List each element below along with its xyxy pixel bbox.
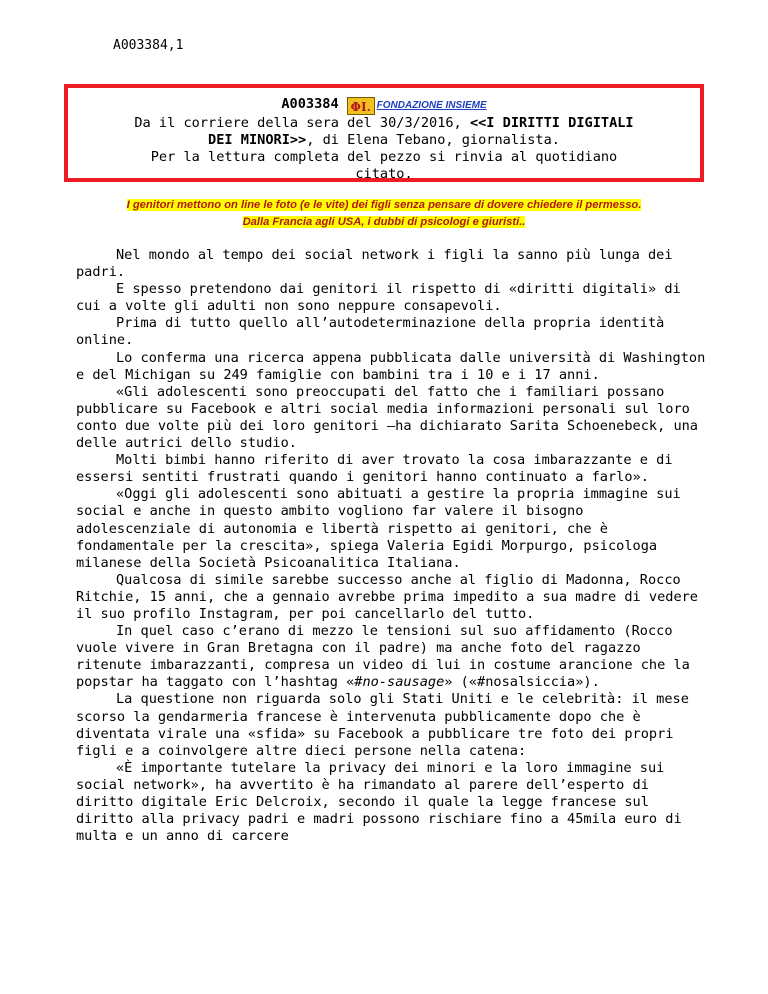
paragraph: «Gli adolescenti sono preoccupati del fatto che i familiari possano pubblicare su Facebook e altri social media informazioni personali sul loro conto due volte più dei loro genitori —ha dichiarato Sarita Schoenebeck, una delle autrici dello studio. xyxy=(76,383,698,452)
paragraph: Lo conferma una ricerca appena pubblicata dalle università di Washington e del Michigan su 249 famiglie con bambini tra i 10 e i 17 anni. xyxy=(76,349,706,383)
paragraph: E spesso pretendono dai genitori il rispetto di «diritti digitali» di cui a volte gli adulti non sono neppure consapevoli. xyxy=(76,281,681,315)
source-text: Da il corriere della sera del 30/3/2016, xyxy=(134,115,470,131)
article-body xyxy=(76,247,706,845)
article-title-part2: DEI MINORI>> xyxy=(208,132,307,148)
paragraph: «È importante tutelare la privacy dei minori e la loro immagine sui social network», ha avvertito è ha rimandato al parere dell’esperto di diritto digitale Eric Delcroix, secondo il quale la legge francese sul diritto alla privacy padri e madri possono rischiare fino a 45mila euro di multa e un anno di carcere xyxy=(76,759,682,845)
header-box xyxy=(64,84,704,182)
document-code: A003384 xyxy=(281,96,339,112)
subtitle-line2: Dalla Francia agli USA, i dubbi di psicologi e giuristi.. xyxy=(242,216,526,228)
paragraph: Molti bimbi hanno riferito di aver trovato la cosa imbarazzante e di essersi sentiti frustrati quando i genitori hanno continuato a farlo». xyxy=(76,452,673,486)
paragraph-text: In quel caso c’erano di mezzo le tensioni sul suo affidamento (Rocco vuole vivere in Gran Bretagna con il padre) ma anche foto del ragazzo ritenute imbarazzanti, compresa un video di lui in costume arancione che la popstar ha taggato con l’hashtag «# xyxy=(76,623,690,691)
author-text: , di Elena Tebano, giornalista. xyxy=(306,132,560,148)
header-note-line: Per la lettura completa del pezzo si rinvia al quotidiano xyxy=(150,149,618,165)
subtitle xyxy=(0,197,768,231)
paragraph: Prima di tutto quello all’autodeterminazione della propria identità online. xyxy=(76,315,665,349)
paragraph: La questione non riguarda solo gli Stati Uniti e le celebrità: il mese scorso la gendarmeria francese è intervenuta pubblicamente dopo che è diventata virale una «sfida» su Facebook a pubblicare tre foto dei propri figli e a coinvolgere altre dieci persone nella catena: xyxy=(76,691,689,759)
paragraph: «Oggi gli adolescenti sono abituati a gestire la propria immagine sui social e anche in questo ambito vogliono far valere il bisogno adolescenziale di autonomia e libertà rispetto ai genitori, che è fondamentale per la crescita», spiega Valeria Egidi Morpurgo, psicologa milanese della Società Psicoanalitica Italiana. xyxy=(76,486,681,571)
header-first-line xyxy=(68,96,700,115)
article-title-part1: <<I DIRITTI DIGITALI xyxy=(469,115,634,131)
paragraph: Nel mondo al tempo dei social network i figli la sanno più lunga dei padri. xyxy=(76,247,673,281)
header-source-line xyxy=(68,115,700,132)
paragraph-text: » («#nosalsiccia»). xyxy=(444,674,600,691)
paragraph xyxy=(76,623,706,691)
page-id: A003384,1 xyxy=(113,38,184,53)
hashtag-text: no-sausage xyxy=(362,674,445,691)
foundation-logo-icon: ΦI. xyxy=(347,97,375,115)
header-note-end: citato. xyxy=(355,166,413,182)
subtitle-line1: I genitori mettono on line le foto (e le vite) dei figli senza pensare di dovere chiedere il permesso. xyxy=(126,199,642,211)
foundation-link[interactable]: FONDAZIONE INSIEME xyxy=(376,100,487,111)
paragraph: Qualcosa di simile sarebbe successo anche al figlio di Madonna, Rocco Ritchie, 15 anni, che a gennaio avrebbe prima impedito a sua madre di vedere il suo profilo Instagram, per poi cancellarlo del tutto. xyxy=(76,571,698,622)
header-author-line xyxy=(68,132,700,149)
